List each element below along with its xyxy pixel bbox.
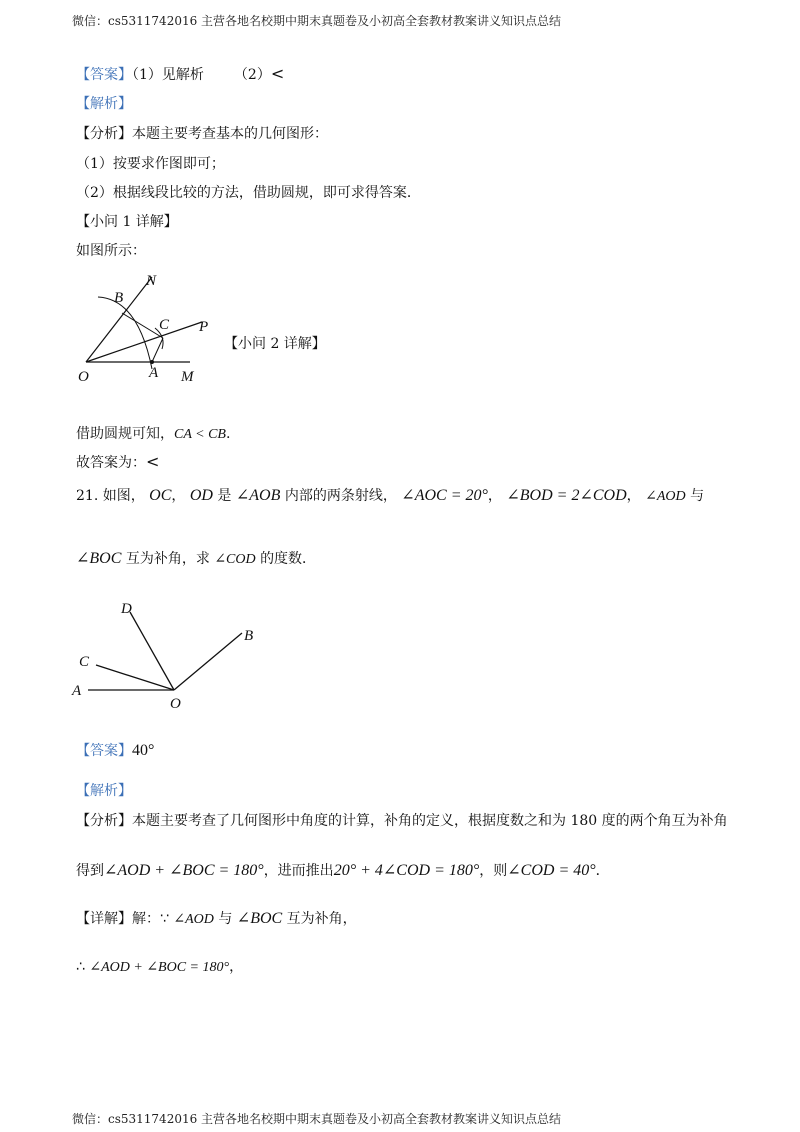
label-D: D [121,601,132,617]
answer-part1: （1）见解析 [132,67,204,83]
q21-answer-value: 40° [132,742,155,759]
q21-analysis-text-c: ，则 [479,863,508,879]
compass-line [76,423,230,443]
q21-angle-aod: ∠AOD [645,489,686,504]
page-footer: 微信：cs5311742016 主营各地名校期中期末真题卷及小初高全套教材教案讲义知识点总结 [72,1112,562,1126]
q21-angle-aob: ∠AOB [235,487,281,504]
label-C: C [79,654,90,670]
page-header: 微信：cs5311742016 主营各地名校期中期末真题卷及小初高全套教材教案讲义知识点总结 [72,14,562,28]
analysis-point-1: （1）按要求作图即可； [76,156,225,172]
answer-part2-symbol: < [270,64,285,83]
figure-q20-construction [70,265,220,387]
label-A: A [72,683,82,699]
because-symbol: ∵ [160,911,169,927]
q21-text-6: 的度数． [260,551,317,567]
q21-comma-1: ， [171,488,186,504]
label-B: B [244,628,254,644]
question-number: 21. [76,488,99,504]
q21-condition-bod: ∠BOD = 2∠COD [506,487,627,504]
q21-analysis-text-b: ，进而推出 [263,863,334,879]
q21-analysis-math-2: 20° + 4∠COD = 180° [333,862,480,879]
label-B: B [114,290,124,306]
analysis-point-2: （2）根据线段比较的方法，借助圆规，即可求得答案． [76,185,421,201]
analysis-tag: 【解析】 [76,96,132,112]
q21-comma-2: ， [487,488,502,504]
question-21-line-1 [76,485,704,505]
q21-analysis-math-1: ∠AOD + ∠BOC = 180° [104,862,264,879]
label-O: O [170,696,181,712]
answer-line [76,64,284,84]
q21-detail-yu: 与 [218,911,233,927]
q21-answer-tag: 【答案】 [76,743,132,759]
q21-text-1: 如图， [102,488,145,504]
as-shown-text: 如图所示： [76,243,146,259]
compass-end: . [225,426,231,442]
q21-comma-3: ， [626,488,641,504]
q21-detail-boc: ∠BOC [236,910,283,927]
q21-analysis-text-a: 得到 [76,863,104,879]
q21-detail-line-2 [76,956,243,976]
q21-angle-boc: ∠BOC [76,550,122,567]
answer-tag: 【答案】 [76,67,132,83]
q21-text-3: 内部的两条射线， [284,488,397,504]
label-C: C [159,317,170,333]
q21-oc: OC [149,487,172,504]
q21-detail-comma: ， [229,959,244,975]
q21-detail-aod: ∠AOD [173,912,214,927]
q21-analysis-text: 【分析】本题主要考查了几何图形中角度的计算，补角的定义，根据度数之和为 180 度的两个角互为补角 [76,813,728,829]
q21-detail-equation: ∠AOD + ∠BOC = 180° [89,960,230,975]
therefore-symbol: ∴ [76,959,85,975]
q21-analysis-tag: 【解析】 [76,783,132,799]
answer-part2: （2） [233,67,271,83]
compass-text: 借助圆规可知， [76,426,174,442]
q21-condition-aoc: ∠AOC = 20° [401,487,488,504]
q21-answer-line [76,740,154,760]
q21-text-4: 与 [690,488,705,504]
q21-analysis-math-3: ∠COD = 40° [507,862,596,879]
figure-q21-angles [66,595,266,715]
q21-detail-line-1 [76,908,357,928]
q21-text-2: 是 [217,488,232,504]
label-N: N [146,273,157,289]
question-21-line-2 [76,548,316,568]
label-M: M [181,369,194,385]
final-answer-symbol: < [146,452,160,471]
q21-analysis-text-d: ． [595,863,610,879]
label-P: P [199,319,209,335]
final-answer-line [76,452,159,472]
q21-text-5: 互为补角，求 [125,551,210,567]
label-A: A [149,365,159,381]
sub-question-1-title: 【小问 1 详解】 [76,214,178,230]
label-O: O [78,369,89,385]
q21-angle-cod: ∠COD [214,552,256,567]
q21-analysis-line-2 [76,860,610,880]
q21-detail-tag: 【详解】解： [76,911,160,927]
final-answer-text: 故答案为： [76,455,146,471]
sub-question-2-title: 【小问 2 详解】 [224,336,326,352]
q21-detail-text: 互为补角， [286,911,357,927]
analysis-text: 【分析】本题主要考查基本的几何图形： [76,126,328,142]
q21-od: OD [189,487,213,504]
compass-math: CA < CB [174,427,226,442]
